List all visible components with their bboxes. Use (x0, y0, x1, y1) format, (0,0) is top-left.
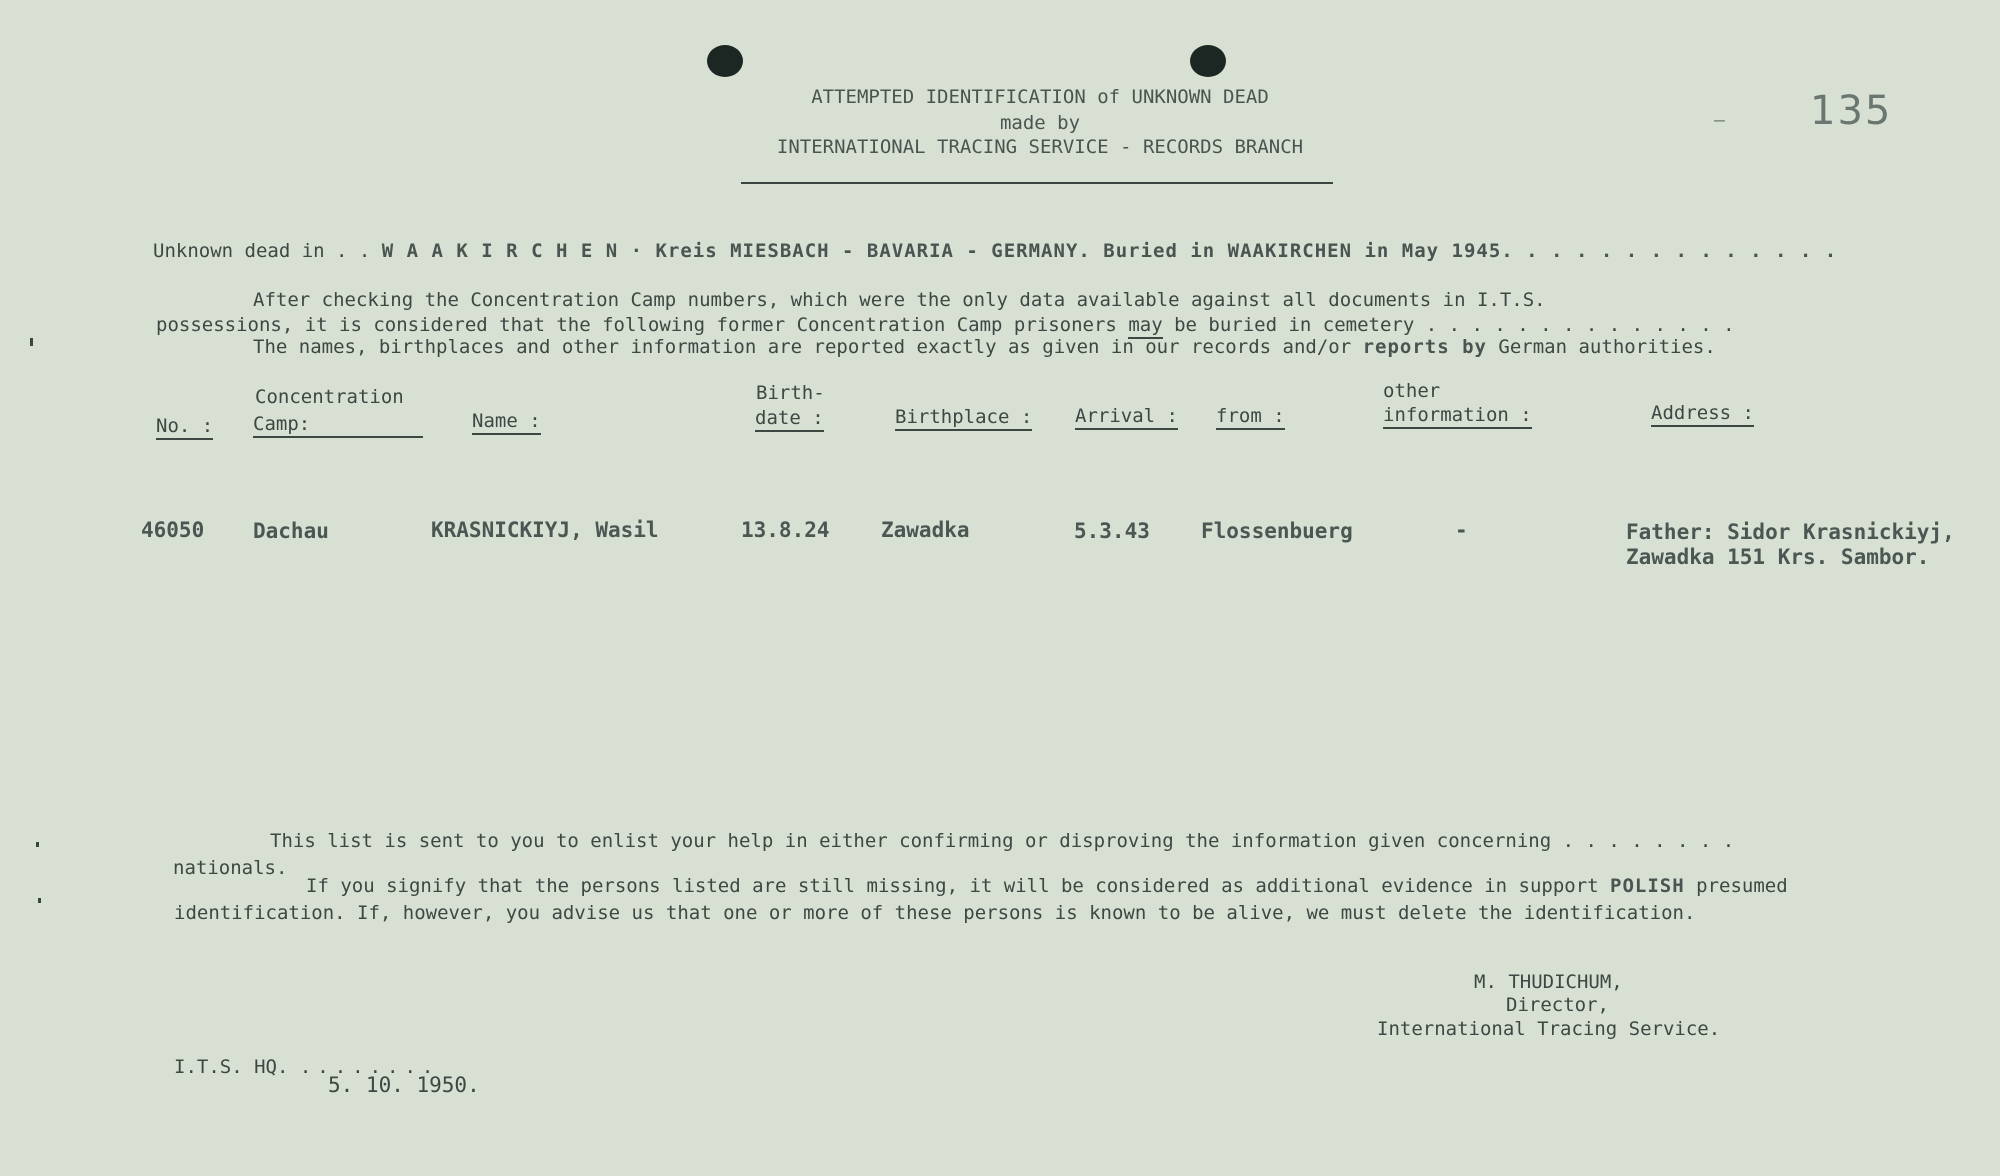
unknown-dead-label: Unknown dead in . . (153, 240, 371, 262)
document-date: 5. 10. 1950. (328, 1073, 480, 1097)
closing-line-4: identification. If, however, you advise us that one or more of these persons is known to be alive, we must delete the identification. (174, 902, 1696, 924)
document-subtitle: made by (999, 112, 1081, 134)
col-camp-header-line2: Camp: (253, 413, 423, 438)
col-other-header-line1: other (1383, 380, 1441, 402)
title-underline (741, 182, 1333, 184)
may-emphasis: may (1128, 314, 1162, 339)
col-other-header-line2: information : (1383, 404, 1532, 429)
col-from-header: from : (1216, 405, 1285, 430)
col-birthdate-header-line1: Birth- (756, 382, 825, 404)
burial-location: W A A K I R C H E N · Kreis MIESBACH - BAVARIA - GERMANY. Buried in WAAKIRCHEN in May 1945. . . . . . . . . . . . . . (381, 240, 1838, 262)
punch-hole-right (1190, 45, 1226, 77)
col-arrival-header: Arrival : (1075, 405, 1178, 430)
cell-name: KRASNICKIYJ, Wasil (431, 518, 659, 542)
nationality-stamp-2: POLISH (1610, 875, 1685, 897)
issuing-organization: INTERNATIONAL TRACING SERVICE - RECORDS BRANCH (776, 136, 1304, 158)
col-name-header: Name : (472, 410, 541, 435)
margin-mark (30, 338, 33, 346)
signatory-organization: International Tracing Service. (1377, 1018, 1721, 1040)
closing-line-3: If you signify that the persons listed are still missing, it will be considered as additional evidence in support POLISH presumed (306, 875, 1788, 897)
col-address-header: Address : (1651, 402, 1754, 427)
document-title: ATTEMPTED IDENTIFICATION of UNKNOWN DEAD (811, 86, 1269, 108)
cell-other: - (1455, 518, 1468, 542)
page-dash: — (1714, 110, 1725, 131)
col-birthdate-header-line2: date : (755, 407, 824, 432)
cell-address-line1: Father: Sidor Krasnickiyj, (1626, 520, 1955, 544)
cell-number: 46050 (141, 518, 205, 542)
closing-line-2: nationals. (173, 857, 288, 879)
cell-birthdate: 13.8.24 (741, 518, 830, 542)
margin-mark (38, 898, 41, 903)
closing-line-1: This list is sent to you to enlist your help in either confirming or disproving the information given concerning . . . . . . . . (270, 830, 1735, 852)
cell-arrival: 5.3.43 (1074, 519, 1150, 543)
intro-line-3: The names, birthplaces and other information are reported exactly as given in our records and/or reports by German authorities. (253, 336, 1716, 358)
nationality-stamp: reports by (1362, 336, 1487, 358)
its-hq-label: I.T.S. HQ. ........ (174, 1056, 440, 1078)
col-birthplace-header: Birthplace : (895, 406, 1032, 431)
page-number: 135 (1810, 88, 1893, 134)
intro-line-2: possessions, it is considered that the following former Concentration Camp prisoners may be buried in cemetery . . . . . . . . . . . . . . (156, 314, 1735, 336)
signatory-name: M. THUDICHUM, (1474, 971, 1623, 993)
cell-camp: Dachau (253, 519, 329, 543)
margin-mark (36, 842, 39, 847)
intro-line-1: After checking the Concentration Camp numbers, which were the only data available against all documents in I.T.S. (253, 289, 1546, 311)
cell-birthplace: Zawadka (881, 518, 970, 542)
cell-address-line2: Zawadka 151 Krs. Sambor. (1626, 545, 1930, 569)
cell-from: Flossenbuerg (1201, 519, 1353, 543)
signatory-title: Director, (1506, 994, 1609, 1016)
col-no-header: No. : (156, 415, 213, 440)
col-camp-header-line1: Concentration (255, 386, 404, 408)
unknown-dead-line (153, 240, 1837, 262)
punch-hole-left (707, 45, 743, 77)
